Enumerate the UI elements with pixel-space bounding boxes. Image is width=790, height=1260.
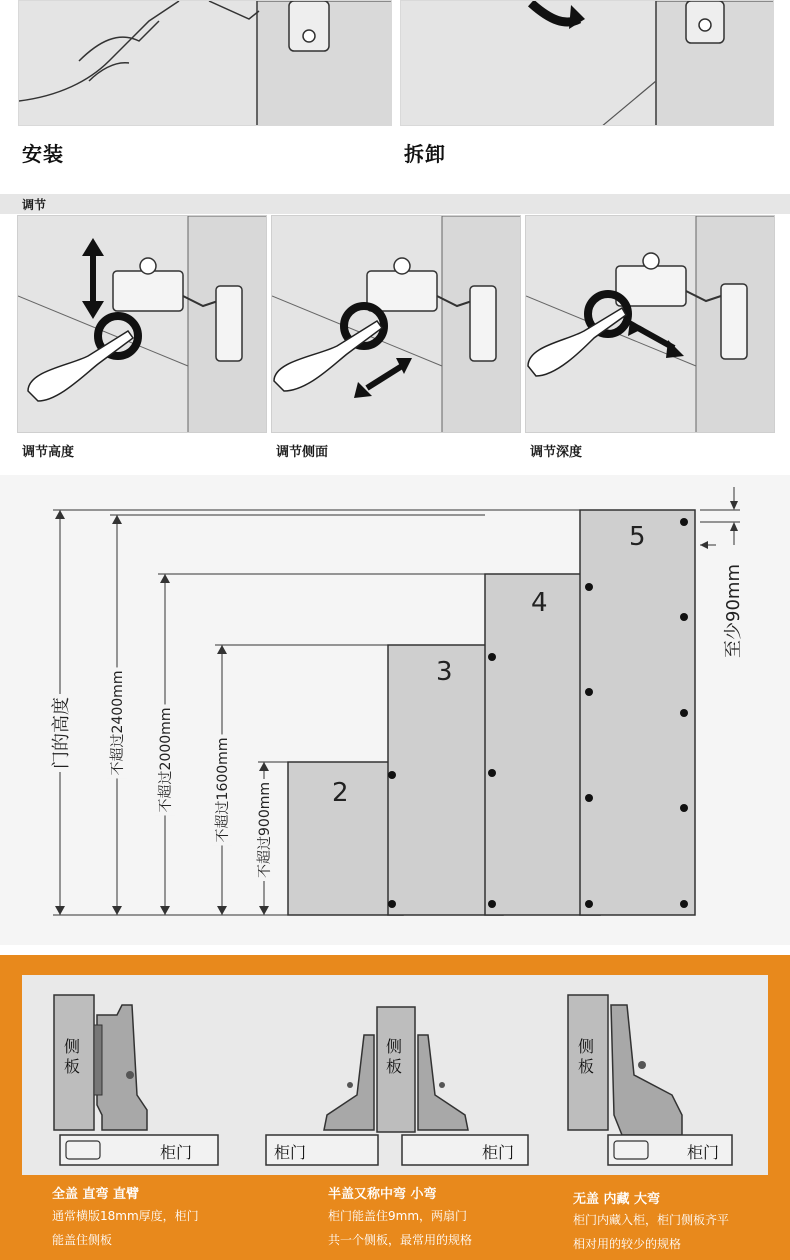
limit-900-label: 不超过900mm <box>254 779 274 881</box>
door-2-number: 2 <box>332 778 349 808</box>
limit-2400-label: 不超过2400mm <box>107 668 127 779</box>
limit-1600-label: 不超过1600mm <box>212 735 232 846</box>
door-height-axis-label: 门的高度 <box>47 694 73 772</box>
adjust-band <box>0 194 790 214</box>
hinge-types-illustration <box>22 975 768 1175</box>
remove-drawing <box>401 1 774 126</box>
install-drawing <box>19 1 392 126</box>
door-label-2b: 柜门 <box>482 1143 515 1162</box>
install-caption: 安装 <box>22 142 64 166</box>
adjust-height-caption: 调节高度 <box>22 445 75 460</box>
install-illustration <box>18 0 392 126</box>
full-overlay-desc-2: 能盖住侧板 <box>52 1233 113 1247</box>
adjust-height-drawing <box>18 216 267 433</box>
side-panel-label-3: 侧板 <box>578 1037 595 1076</box>
side-panel-label-2: 侧板 <box>386 1037 403 1076</box>
remove-caption: 拆卸 <box>404 142 446 166</box>
half-overlay-desc-2: 共一个侧板，最常用的规格 <box>328 1233 473 1247</box>
adjust-depth-caption: 调节深度 <box>530 445 583 460</box>
adjust-depth-drawing <box>526 216 775 433</box>
inset-desc-1: 柜门内藏入柜，柜门侧板齐平 <box>573 1213 730 1227</box>
full-overlay-title: 全盖 直弯 直臂 <box>52 1187 140 1202</box>
door-height-chart <box>0 475 790 945</box>
side-panel-label-1: 侧板 <box>64 1037 81 1076</box>
inset-title: 无盖 内藏 大弯 <box>573 1192 661 1207</box>
adjust-side-caption: 调节侧面 <box>276 445 329 460</box>
half-overlay-title: 半盖又称中弯 小弯 <box>328 1187 437 1202</box>
half-overlay-desc-1: 柜门能盖住9mm，两扇门 <box>328 1209 468 1223</box>
adjust-side-panel <box>271 215 521 433</box>
door-3-number: 3 <box>436 657 453 687</box>
door-panel-5 <box>580 510 695 915</box>
full-overlay-desc-1: 通常横版18mm厚度，柜门 <box>52 1209 199 1223</box>
door-label-2a: 柜门 <box>274 1143 307 1162</box>
remove-illustration <box>400 0 774 126</box>
door-label-3: 柜门 <box>687 1143 720 1162</box>
inset-desc-2: 相对用的较少的规格 <box>573 1237 682 1251</box>
min-gap-label: 至少90mm <box>723 564 744 658</box>
door-5-number: 5 <box>629 522 646 552</box>
adjust-depth-panel <box>525 215 775 433</box>
adjust-side-drawing <box>272 216 521 433</box>
door-label-1: 柜门 <box>160 1143 193 1162</box>
adjust-height-panel <box>17 215 267 433</box>
adjust-section-label: 调节 <box>22 198 47 212</box>
door-4-number: 4 <box>531 588 548 618</box>
limit-2000-label: 不超过2000mm <box>155 705 175 816</box>
